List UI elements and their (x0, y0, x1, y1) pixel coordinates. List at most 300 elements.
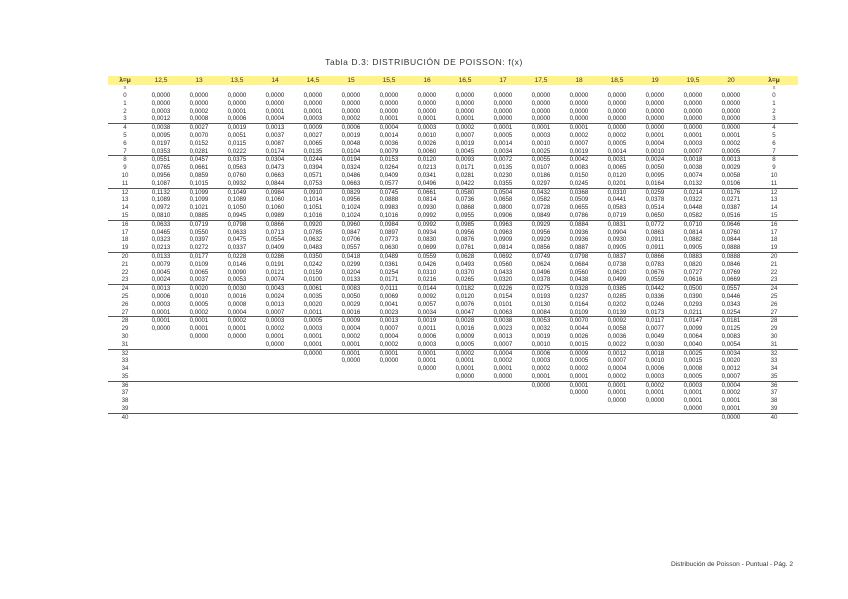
probability-cell (218, 405, 256, 413)
probability-cell: 0,0025 (674, 349, 712, 357)
table-row (108, 229, 798, 237)
x-label-right: x (772, 85, 776, 91)
probability-cell: 0,0457 (180, 156, 218, 164)
probability-cell: 0,0018 (636, 349, 674, 357)
probability-cell: 0,0310 (598, 188, 636, 196)
probability-cell: 0,0341 (417, 171, 437, 179)
table-row (108, 413, 798, 421)
probability-cell: 0,0000 (598, 124, 636, 132)
probability-cell: 0,0281 (189, 147, 209, 155)
probability-cell: 0,0001 (455, 357, 475, 365)
probability-cell: 0,0029 (721, 164, 741, 172)
probability-cell: 0,0019 (218, 124, 256, 132)
table-row (108, 220, 798, 228)
probability-cell: 0,0885 (189, 211, 209, 219)
probability-cell: 0,0005 (294, 317, 332, 325)
probability-cell: 0,0259 (636, 188, 674, 196)
probability-cell (142, 349, 180, 357)
probability-cell: 0,0002 (493, 357, 513, 365)
x-value-left: 20 (108, 252, 142, 260)
probability-cell (636, 405, 674, 413)
probability-cell: 0,0001 (721, 131, 741, 139)
probability-cell: 0,0104 (341, 147, 361, 155)
probability-cell: 0,0087 (265, 139, 285, 147)
probability-cell: 0,0003 (645, 372, 665, 380)
probability-cell: 0,0446 (721, 292, 741, 300)
probability-cell: 0,0001 (417, 115, 437, 123)
probability-cell: 0,0063 (493, 308, 513, 316)
probability-cell: 0,0130 (531, 300, 551, 308)
probability-cell: 0,0000 (379, 92, 399, 99)
x-value-left: 11 (121, 179, 129, 187)
probability-cell (674, 413, 712, 421)
probability-cell: 0,0378 (531, 276, 551, 284)
probability-cell: 0,0297 (531, 179, 551, 187)
probability-cell: 0,0000 (645, 397, 665, 405)
probability-cell: 0,0849 (531, 211, 551, 219)
probability-cell: 0,0483 (303, 244, 323, 252)
x-value-right: 4 (750, 124, 798, 132)
probability-cell: 0,0117 (636, 317, 674, 325)
table-row (108, 148, 798, 156)
table-row (108, 333, 798, 341)
probability-cell: 0,0559 (645, 276, 665, 284)
probability-cell: 0,0286 (256, 252, 294, 260)
x-value-right: 3 (772, 115, 776, 123)
x-value-right: 35 (770, 372, 778, 380)
probability-cell: 0,0000 (151, 325, 171, 333)
x-value-right: 9 (772, 164, 776, 172)
table-row (108, 108, 798, 116)
probability-cell: 0,0004 (607, 365, 627, 373)
probability-cell: 0,0150 (569, 171, 589, 179)
probability-cell: 0,0272 (189, 244, 209, 252)
corner-label-left: λ=μ (108, 76, 142, 85)
probability-cell: 0,0193 (531, 292, 551, 300)
x-value-left: 12 (108, 188, 142, 196)
probability-cell: 0,0310 (417, 268, 437, 276)
probability-cell: 0,1049 (218, 188, 256, 196)
probability-cell (294, 397, 332, 405)
x-value-left: 6 (123, 139, 127, 147)
probability-cell: 0,0004 (341, 325, 361, 333)
probability-cell: 0,0663 (341, 179, 361, 187)
table-row (108, 172, 798, 180)
probability-cell: 0,0002 (218, 317, 256, 325)
lambda-header: 15 (332, 76, 370, 85)
probability-cell: 0,0320 (493, 276, 513, 284)
table-body (108, 92, 798, 422)
probability-cell: 0,0135 (303, 147, 323, 155)
probability-cell: 0,0337 (227, 244, 247, 252)
probability-cell: 0,0027 (303, 131, 323, 139)
probability-cell: 0,0040 (683, 340, 703, 348)
probability-cell: 0,0013 (142, 285, 180, 293)
probability-cell: 0,0551 (142, 156, 180, 164)
probability-cell: 0,0005 (607, 139, 627, 147)
probability-cell: 0,0060 (417, 147, 437, 155)
probability-cell: 0,0888 (721, 244, 741, 252)
probability-cell: 0,0213 (417, 164, 437, 172)
probability-cell: 0,0814 (683, 228, 703, 236)
probability-cell: 0,0226 (484, 285, 522, 293)
x-value-left: 36 (108, 381, 142, 389)
probability-cell (142, 341, 180, 349)
probability-cell: 0,0684 (569, 260, 589, 268)
probability-cell (446, 397, 484, 405)
probability-cell: 0,0083 (569, 164, 589, 172)
lambda-header: 17,5 (522, 76, 560, 85)
probability-cell: 0,0115 (227, 139, 247, 147)
probability-cell (142, 381, 180, 389)
probability-cell (180, 397, 218, 405)
probability-cell: 0,0985 (446, 220, 484, 228)
probability-cell (370, 405, 408, 413)
x-value-left: 27 (121, 308, 129, 316)
probability-cell: 0,0571 (303, 171, 323, 179)
x-value-left: 37 (121, 389, 129, 397)
probability-cell (180, 373, 218, 381)
probability-cell (370, 365, 408, 373)
probability-cell: 0,0213 (151, 244, 171, 252)
probability-cell (294, 405, 332, 413)
probability-cell: 0,0121 (265, 268, 285, 276)
lambda-header: 20 (712, 76, 750, 85)
probability-cell: 0,0984 (370, 220, 408, 228)
x-value-right: 27 (770, 308, 778, 316)
x-value-left: 30 (121, 332, 129, 340)
probability-cell: 0,0736 (455, 196, 475, 204)
probability-cell: 0,0866 (636, 252, 674, 260)
probability-cell: 0,0633 (142, 220, 180, 228)
probability-cell: 0,0099 (683, 325, 703, 333)
probability-cell: 0,0992 (408, 220, 446, 228)
x-value-left: 29 (121, 325, 129, 333)
probability-cell: 0,0936 (569, 228, 589, 236)
probability-cell: 0,1132 (142, 188, 180, 196)
probability-cell: 0,0000 (417, 107, 437, 115)
probability-cell: 0,0173 (645, 308, 665, 316)
probability-cell: 0,0024 (265, 292, 285, 300)
x-value-right: 19 (770, 244, 778, 252)
probability-cell: 0,0037 (189, 276, 209, 284)
probability-cell: 0,0007 (607, 357, 627, 365)
probability-cell: 0,0026 (569, 332, 589, 340)
probability-cell: 0,0760 (721, 228, 741, 236)
probability-cell: 0,0011 (417, 325, 437, 333)
x-value-right: 34 (770, 365, 778, 373)
probability-cell (598, 405, 636, 413)
probability-cell: 0,0432 (522, 188, 560, 196)
probability-cell: 0,0006 (227, 115, 247, 123)
probability-cell: 0,0783 (645, 260, 665, 268)
probability-cell: 0,0465 (151, 228, 171, 236)
probability-cell: 0,1021 (189, 204, 209, 212)
table-row (108, 301, 798, 309)
probability-cell: 0,0013 (493, 332, 513, 340)
probability-cell: 0,0361 (379, 260, 399, 268)
probability-cell: 0,0753 (303, 179, 323, 187)
probability-cell: 0,0353 (151, 147, 171, 155)
poisson-table (108, 76, 798, 422)
probability-cell: 0,0006 (151, 292, 171, 300)
probability-cell: 0,0786 (569, 211, 589, 219)
probability-cell: 0,0719 (607, 211, 627, 219)
probability-cell: 0,0133 (142, 252, 180, 260)
probability-cell: 0,0002 (379, 340, 399, 348)
probability-cell: 0,0036 (379, 139, 399, 147)
probability-cell: 0,0002 (189, 308, 209, 316)
probability-cell: 0,0001 (607, 389, 627, 397)
probability-cell: 0,0228 (218, 252, 256, 260)
probability-cell: 0,0050 (341, 292, 361, 300)
probability-cell: 0,0064 (683, 332, 703, 340)
probability-cell: 0,0070 (560, 317, 598, 325)
probability-cell: 0,0868 (455, 204, 475, 212)
probability-cell: 0,0473 (265, 164, 285, 172)
probability-cell: 0,0010 (645, 147, 665, 155)
probability-cell: 0,0001 (455, 365, 475, 373)
probability-cell: 0,0186 (531, 171, 551, 179)
probability-cell: 0,0765 (151, 164, 171, 172)
probability-cell: 0,0001 (370, 349, 408, 357)
probability-cell: 0,1051 (303, 204, 323, 212)
probability-cell: 0,0281 (455, 171, 475, 179)
probability-cell (180, 405, 218, 413)
probability-cell: 0,0000 (531, 107, 551, 115)
probability-cell: 0,0560 (493, 260, 513, 268)
probability-cell: 0,0002 (531, 365, 551, 373)
probability-cell: 0,0001 (227, 325, 247, 333)
x-value-right: 33 (770, 357, 778, 365)
table-row (108, 293, 798, 301)
probability-cell: 0,0019 (455, 139, 475, 147)
probability-cell: 0,0001 (683, 397, 703, 405)
probability-cell: 0,0992 (417, 211, 437, 219)
probability-cell: 0,0000 (189, 99, 209, 107)
probability-cell: 0,0798 (560, 252, 598, 260)
probability-cell: 0,0093 (446, 156, 484, 164)
table-row (108, 244, 798, 252)
probability-cell: 0,0030 (645, 340, 665, 348)
probability-cell: 0,0001 (569, 372, 589, 380)
probability-cell: 0,0014 (493, 139, 513, 147)
probability-cell (522, 397, 560, 405)
probability-cell: 0,0132 (683, 179, 703, 187)
probability-cell: 0,0713 (265, 228, 285, 236)
probability-cell: 0,0007 (455, 131, 475, 139)
probability-cell: 0,0000 (712, 413, 750, 421)
x-value-right: 39 (770, 405, 778, 413)
probability-cell: 0,0882 (683, 236, 703, 244)
probability-cell: 0,0265 (455, 276, 475, 284)
probability-cell: 0,0079 (379, 147, 399, 155)
probability-cell: 0,0336 (645, 292, 665, 300)
table-row (108, 156, 798, 164)
probability-cell: 0,0147 (674, 317, 712, 325)
probability-cell: 0,0557 (712, 285, 750, 293)
probability-cell: 0,0061 (294, 285, 332, 293)
probability-cell: 0,0323 (151, 236, 171, 244)
probability-cell: 0,0932 (227, 179, 247, 187)
lambda-header: 16 (408, 76, 446, 85)
probability-cell: 0,0135 (493, 164, 513, 172)
probability-cell: 0,0120 (607, 171, 627, 179)
probability-cell: 0,0000 (569, 92, 589, 99)
probability-cell: 0,0019 (531, 332, 551, 340)
probability-cell: 0,0000 (683, 99, 703, 107)
probability-cell: 0,0810 (151, 211, 171, 219)
probability-cell: 0,0003 (531, 131, 551, 139)
table-row (108, 124, 798, 132)
probability-cell: 0,0019 (341, 131, 361, 139)
probability-cell: 0,0013 (265, 300, 285, 308)
probability-cell: 0,0004 (712, 381, 750, 389)
probability-cell (180, 413, 218, 421)
probability-cell: 0,0144 (408, 285, 446, 293)
probability-cell: 0,0580 (446, 188, 484, 196)
probability-cell (142, 373, 180, 381)
probability-cell: 0,0222 (227, 147, 247, 155)
probability-cell: 0,0016 (227, 292, 247, 300)
probability-cell: 0,0010 (531, 340, 551, 348)
probability-cell: 0,0304 (256, 156, 294, 164)
probability-cell: 0,0493 (455, 260, 475, 268)
probability-cell: 0,0559 (408, 252, 446, 260)
probability-cell: 0,0728 (531, 204, 551, 212)
probability-cell: 0,0706 (341, 236, 361, 244)
probability-cell: 0,0000 (493, 92, 513, 99)
probability-cell: 0,0030 (218, 285, 256, 293)
probability-cell: 0,0003 (151, 107, 171, 115)
probability-cell: 0,0000 (674, 124, 712, 132)
x-value-right: 38 (770, 397, 778, 405)
probability-cell (408, 413, 446, 421)
x-value-right: 16 (750, 220, 798, 228)
probability-cell (180, 349, 218, 357)
probability-cell: 0,0002 (721, 139, 741, 147)
probability-cell: 0,0378 (645, 196, 665, 204)
probability-cell (256, 389, 294, 397)
probability-cell: 0,0844 (265, 179, 285, 187)
x-value-left: 1 (123, 99, 127, 107)
corner-label-right: λ=μ (750, 76, 798, 85)
probability-cell: 0,0029 (341, 300, 361, 308)
probability-cell: 0,0004 (484, 349, 522, 357)
probability-cell: 0,0007 (265, 308, 285, 316)
probability-cell: 0,0989 (265, 211, 285, 219)
probability-cell: 0,0000 (417, 92, 437, 99)
probability-cell: 0,1060 (265, 196, 285, 204)
probability-cell: 0,0001 (227, 107, 247, 115)
probability-cell: 0,0355 (493, 179, 513, 187)
x-value-left: 18 (121, 236, 129, 244)
probability-cell: 0,0008 (683, 365, 703, 373)
probability-cell: 0,0120 (455, 292, 475, 300)
probability-cell: 0,0171 (455, 164, 475, 172)
probability-cell (446, 389, 484, 397)
probability-cell: 0,0820 (683, 260, 703, 268)
probability-cell: 0,0409 (379, 171, 399, 179)
probability-cell: 0,0745 (370, 188, 408, 196)
probability-cell: 0,0007 (683, 147, 703, 155)
probability-cell: 0,1016 (303, 211, 323, 219)
probability-cell: 0,1024 (341, 211, 361, 219)
probability-cell: 0,0583 (607, 204, 627, 212)
probability-cell: 0,0214 (674, 188, 712, 196)
probability-cell: 0,0120 (408, 156, 446, 164)
probability-cell: 0,0038 (683, 164, 703, 172)
probability-cell: 0,0109 (189, 260, 209, 268)
probability-cell: 0,0911 (645, 236, 665, 244)
probability-cell: 0,0000 (645, 92, 665, 99)
probability-cell: 0,0074 (265, 276, 285, 284)
table-row (108, 164, 798, 172)
probability-cell: 0,0024 (636, 156, 674, 164)
probability-cell: 0,0001 (379, 115, 399, 123)
probability-cell: 0,0001 (683, 389, 703, 397)
probability-cell: 0,0023 (493, 325, 513, 333)
probability-cell (218, 397, 256, 405)
table-row (108, 180, 798, 188)
probability-cell: 0,0009 (332, 317, 370, 325)
probability-cell (142, 405, 180, 413)
probability-cell: 0,0293 (683, 300, 703, 308)
probability-cell: 0,0856 (531, 244, 551, 252)
probability-cell: 0,0000 (493, 107, 513, 115)
probability-cell: 0,0019 (408, 317, 446, 325)
probability-cell (370, 381, 408, 389)
probability-cell: 0,0814 (417, 196, 437, 204)
probability-cell: 0,0002 (569, 131, 589, 139)
probability-cell: 0,0000 (522, 381, 560, 389)
probability-cell: 0,0929 (531, 236, 551, 244)
probability-cell: 0,0204 (341, 268, 361, 276)
probability-cell: 0,0053 (227, 276, 247, 284)
x-value-left: 19 (121, 244, 129, 252)
x-value-left: 13 (121, 196, 129, 204)
probability-cell: 0,0582 (531, 196, 551, 204)
probability-cell: 0,0171 (379, 276, 399, 284)
probability-cell (218, 373, 256, 381)
probability-cell: 0,0022 (607, 340, 627, 348)
probability-cell (446, 413, 484, 421)
probability-cell: 0,0003 (303, 325, 323, 333)
probability-cell (294, 413, 332, 421)
probability-cell: 0,0814 (493, 244, 513, 252)
probability-cell: 0,0211 (683, 308, 703, 316)
probability-cell: 0,0003 (303, 115, 323, 123)
lambda-header: 16,5 (446, 76, 484, 85)
lambda-header: 18 (560, 76, 598, 85)
probability-cell: 0,0001 (645, 131, 665, 139)
probability-cell: 0,0866 (256, 220, 294, 228)
probability-cell (180, 365, 218, 373)
probability-cell: 0,0710 (674, 220, 712, 228)
probability-cell: 0,0727 (683, 268, 703, 276)
probability-cell (218, 341, 256, 349)
probability-cell: 0,0216 (417, 276, 437, 284)
probability-cell: 0,0496 (531, 268, 551, 276)
probability-cell: 0,0001 (142, 317, 180, 325)
probability-cell: 0,0013 (712, 156, 750, 164)
probability-cell (332, 389, 370, 397)
probability-cell: 0,0676 (645, 268, 665, 276)
probability-cell: 0,0003 (417, 340, 437, 348)
probability-cell: 0,1060 (265, 204, 285, 212)
probability-cell (370, 389, 408, 397)
probability-cell: 0,0000 (607, 115, 627, 123)
